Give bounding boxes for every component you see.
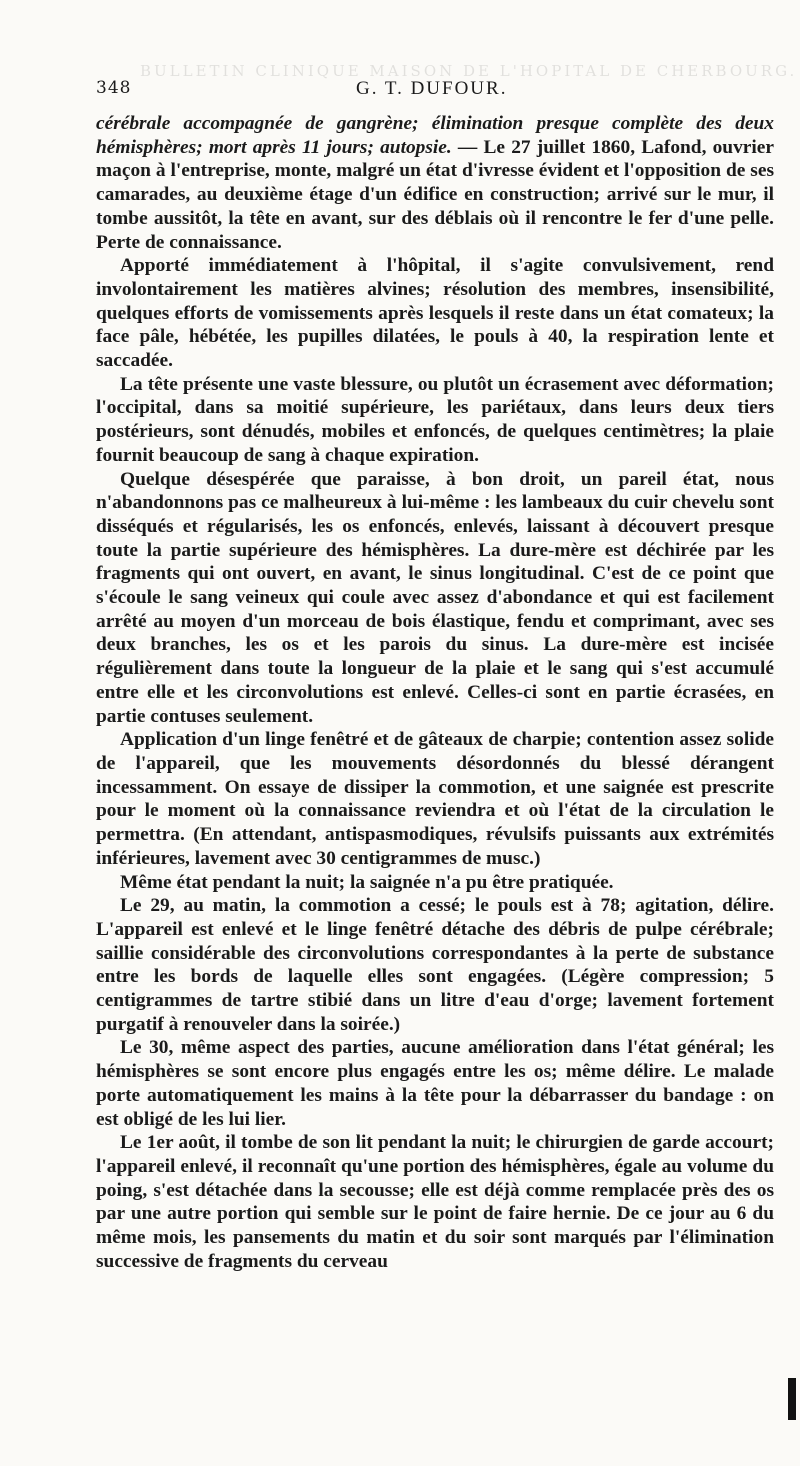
bleed-through-text: BULLETIN CLINIQUE MAISON DE L'HOPITAL DE CHERBOURG. [140, 62, 798, 80]
paragraph-4: Quelque désespérée que paraisse, à bon droit, un pareil état, nous n'abandonnons pas ce malheureux à lui-même : les lambeaux du cuir chevelu sont disséqués et régularisés, les os enfoncés, enlevés, laissant à découvert presque toute la partie supérieure des hémisphères. La dure-mère est déchirée par les fragments qui ont ouvert, en avant, le sinus longitudinal. C'est de ce point que s'écoule le sang veineux qui coule avec assez d'abondance et qui est facilement arrêté au moyen d'un morceau de bois élastique, fendu et comprimant, avec ses deux branches, les os et les parois du sinus. La dure-mère est incisée régulièrement dans toute la longueur de la plaie et le sang qui s'est accumulé entre elle et les circonvolutions est enlevé. Celles-ci sont en partie écrasées, en partie contuses seulement. [96, 468, 774, 727]
paragraph-3: La tête présente une vaste blessure, ou plutôt un écrasement avec déformation; l'occipital, dans sa moitié supérieure, les pariétaux, dans leurs deux tiers postérieurs, sont dénudés, mobiles et enfoncés, de quelques centimètres; la plaie fournit beaucoup de sang à chaque expiration. [96, 373, 774, 466]
paragraph-8: Le 30, même aspect des parties, aucune amélioration dans l'état général; les hémisphères se sont encore plus engagés entre les os; même délire. Le malade porte automatiquement les mains à la tête pour la débarrasser du bandage : on est obligé de les lui lier. [96, 1037, 774, 1130]
paragraph-1-text: — Le 27 juillet 1860, Lafond, ouvrier maçon à l'entreprise, monte, malgré un état d'ivresse évident et l'opposition de ses camarades, au deuxième étage d'un édifice en construction; arrivé sur le mur, il tombe aussitôt, la tête en avant, sur des déblais où il rencontre le fer d'une pelle. Perte de connaissance. [96, 136, 774, 253]
scan-edge-mark [788, 1378, 796, 1420]
body-text [96, 112, 774, 1273]
case-title-italic: cérébrale accompagnée de gangrène; élimination presque complète des deux hémisphères; mort après 11 jours; autopsie. [96, 113, 774, 158]
paragraph-2: Apporté immédiatement à l'hôpital, il s'agite convulsivement, rend involontairement les matières alvines; résolution des membres, insensibilité, quelques efforts de vomissements après lesquels il reste dans un état comateux; la face pâle, hébétée, les pupilles dilatées, le pouls à 40, la respiration lente et saccadée. [96, 255, 774, 372]
paragraph-6: Même état pendant la nuit; la saignée n'a pu être pratiquée. [120, 871, 614, 893]
paragraph-9: Le 1er août, il tombe de son lit pendant la nuit; le chirurgien de garde accourt; l'appareil enlevé, il reconnaît qu'une portion des hémisphères, égale au volume du poing, s'est détachée dans la secousse; elle est déjà comme remplacée près des os par une autre portion qui semble sur le point de faire hernie. De ce jour au 6 du même mois, les pansements du matin et du soir sont marqués par l'élimination successive de fragments du cerveau [96, 1132, 774, 1272]
paragraph-7: Le 29, au matin, la commotion a cessé; le pouls est à 78; agitation, délire. L'appareil est enlevé et le linge fenêtré détache des débris de pulpe cérébrale; saillie considérable des circonvolutions correspondantes à la perte de substance entre les bords de laquelle elles sont engagées. (Légère compression; 5 centigrammes de tartre stibié dans un litre d'eau d'orge; lavement fortement purgatif à renouveler dans la soirée.) [96, 895, 774, 1035]
page-header [96, 78, 766, 108]
paragraph-1 [96, 112, 774, 254]
paragraph-5: Application d'un linge fenêtré et de gâteaux de charpie; contention assez solide de l'appareil, que les mouvements désordonnés du blessé dérangent incessamment. On essaye de dissiper la commotion, et une saignée est prescrite pour le moment où la connaissance reviendra et où l'état de la circulation le permettra. (En attendant, antispasmodiques, révulsifs puissants aux extrémités inférieures, lavement avec 30 centigrammes de musc.) [96, 729, 774, 869]
running-head: G. T. DUFOUR. [356, 78, 508, 99]
page-number: 348 [96, 78, 132, 98]
